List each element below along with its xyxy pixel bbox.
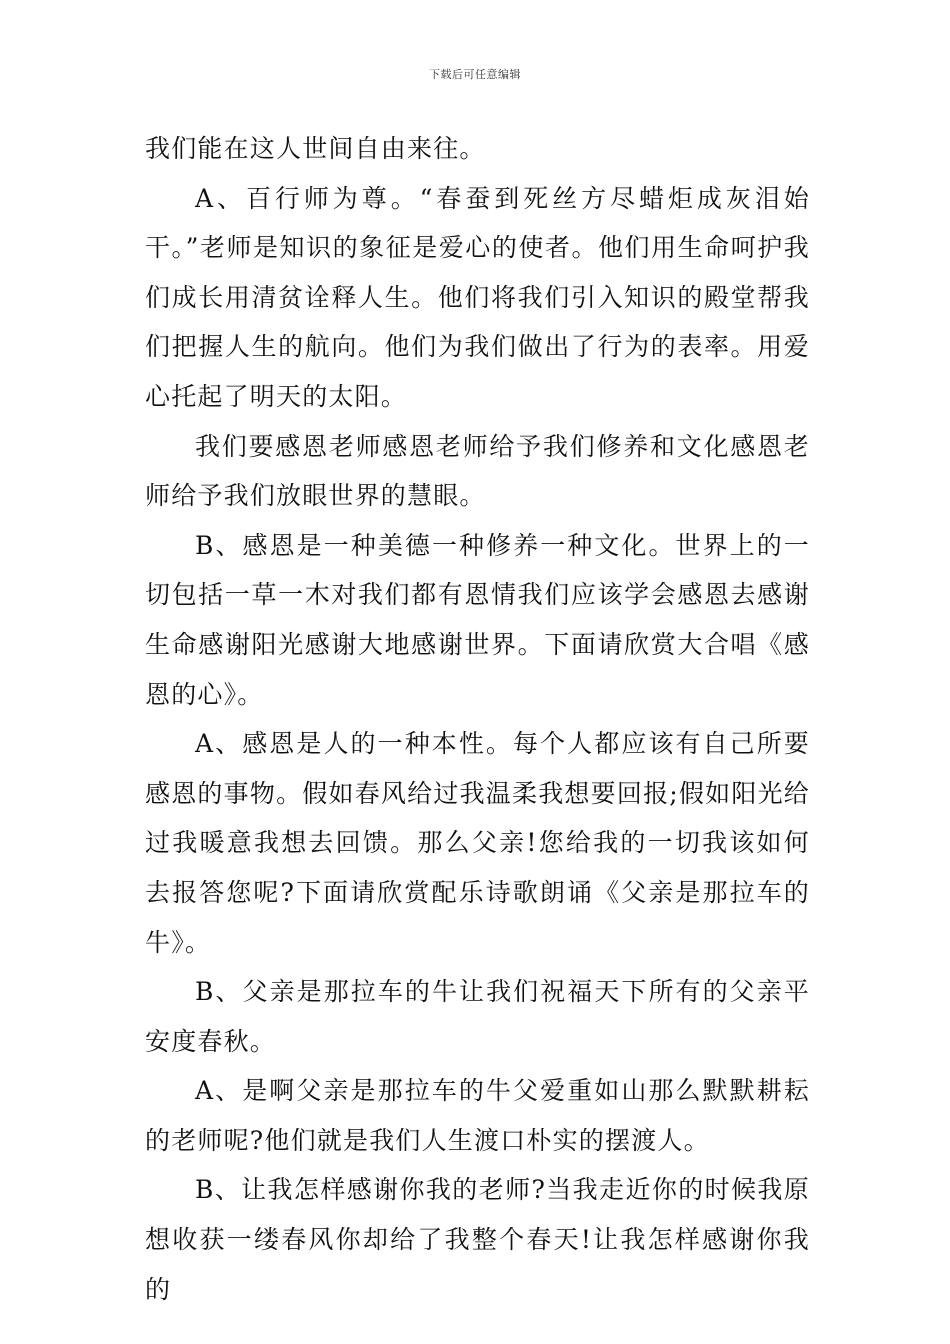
- paragraph: 我们要感恩老师感恩老师给予我们修养和文化感恩老师给予我们放眼世界的慧眼。: [145, 431, 810, 511]
- paragraph: B、感恩是一种美德一种修养一种文化。世界上的一切包括一草一木对我们都有恩情我们应该学会感恩去感谢生命感谢阳光感谢大地感谢世界。下面请欣赏大合唱《感恩的心》。: [145, 530, 810, 709]
- page-header: 下载后可任意编辑: [429, 68, 521, 81]
- paragraph: B、让我怎样感谢你我的老师?当我走近你的时候我原想收获一缕春风你却给了我整个春天!让我怎样感谢你我的: [145, 1175, 810, 1304]
- document-body: [145, 124, 810, 1314]
- paragraph: A、是啊父亲是那拉车的牛父爱重如山那么默默耕耘的老师呢?他们就是我们人生渡口朴实的摆渡人。: [145, 1076, 810, 1155]
- paragraph: 我们能在这人世间自由来往。: [145, 134, 486, 163]
- paragraph: A、感恩是人的一种本性。每个人都应该有自己所要感恩的事物。假如春风给过我温柔我想要回报;假如阳光给过我暖意我想去回馈。那么父亲!您给我的一切我该如何去报答您呢?下面请欣赏配乐诗歌朗诵《父亲是那拉车的牛》。: [145, 729, 810, 957]
- paragraph: A、百行师为尊。“春蚕到死丝方尽蜡炬成灰泪始干。”老师是知识的象征是爱心的使者。他们用生命呵护我们成长用清贫诠释人生。他们将我们引入知识的殿堂帮我们把握人生的航向。他们为我们做出了行为的表率。用爱心托起了明天的太阳。: [145, 183, 810, 411]
- paragraph: B、父亲是那拉车的牛让我们祝福天下所有的父亲平安度春秋。: [145, 977, 810, 1056]
